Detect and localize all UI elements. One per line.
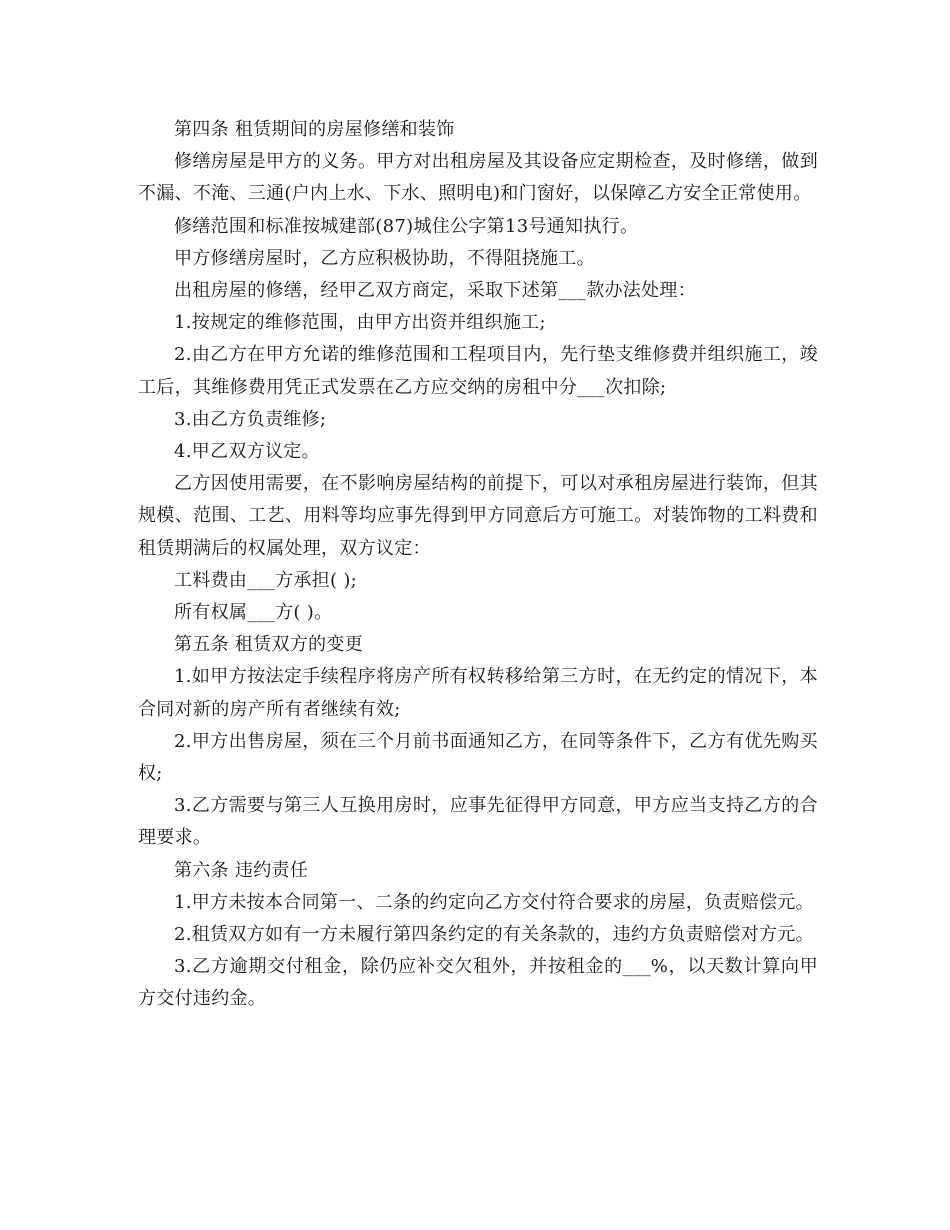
list-item: 3.乙方需要与第三人互换用房时，应事先征得甲方同意，甲方应当支持乙方的合理要求。 (138, 795, 818, 849)
list-item: 4.甲乙双方议定。 (174, 441, 320, 463)
paragraph: 修缮房屋是甲方的义务。甲方对出租房屋及其设备应定期检查，及时修缮，做到不漏、不淹、三通(户内上水、下水、照明电)和门窗好，以保障乙方安全正常使用。 (138, 151, 818, 205)
paragraph: 所有权属___方( )。 (174, 602, 333, 624)
article-4-heading: 第四条 租赁期间的房屋修缮和装饰 (174, 119, 455, 140)
list-item: 3.乙方逾期交付租金，除仍应补交欠租外，并按租金的___%，以天数计算向甲方交付违约金。 (138, 956, 818, 1010)
document-body (138, 114, 818, 1016)
paragraph: 修缮范围和标准按城建部(87)城住公字第13号通知执行。 (174, 215, 639, 237)
paragraph: 乙方因使用需要，在不影响房屋结构的前提下，可以对承租房屋进行装饰，但其规模、范围、工艺、用料等均应事先得到甲方同意后方可施工。对装饰物的工料费和租赁期满后的权属处理，双方议定： (138, 473, 818, 559)
list-item: 1.按规定的维修范围，由甲方出资并组织施工; (174, 312, 546, 334)
article-5-heading: 第五条 租赁双方的变更 (174, 634, 364, 656)
list-item: 3.由乙方负责维修; (174, 408, 327, 430)
list-item: 1.甲方未按本合同第一、二条的约定向乙方交付符合要求的房屋，负责赔偿元。 (174, 891, 814, 913)
article-6-heading: 第六条 违约责任 (174, 859, 309, 881)
list-item: 2.甲方出售房屋，须在三个月前书面通知乙方，在同等条件下，乙方有优先购买权; (138, 730, 818, 785)
paragraph: 出租房屋的修缮，经甲乙双方商定，采取下述第___款办法处理： (174, 280, 696, 302)
paragraph: 甲方修缮房屋时，乙方应积极协助，不得阻挠施工。 (174, 247, 595, 269)
list-item: 2.租赁双方如有一方未履行第四条约定的有关条款的，违约方负责赔偿对方元。 (174, 924, 814, 946)
paragraph: 工料费由___方承担( ); (174, 569, 358, 591)
list-item: 1.如甲方按法定手续程序将房产所有权转移给第三方时，在无约定的情况下，本合同对新的房产所有者继续有效; (138, 666, 818, 720)
list-item: 2.由乙方在甲方允诺的维修范围和工程项目内，先行垫支维修费并组织施工，竣工后，其维修费用凭正式发票在乙方应交纳的房租中分___次扣除; (138, 344, 818, 398)
